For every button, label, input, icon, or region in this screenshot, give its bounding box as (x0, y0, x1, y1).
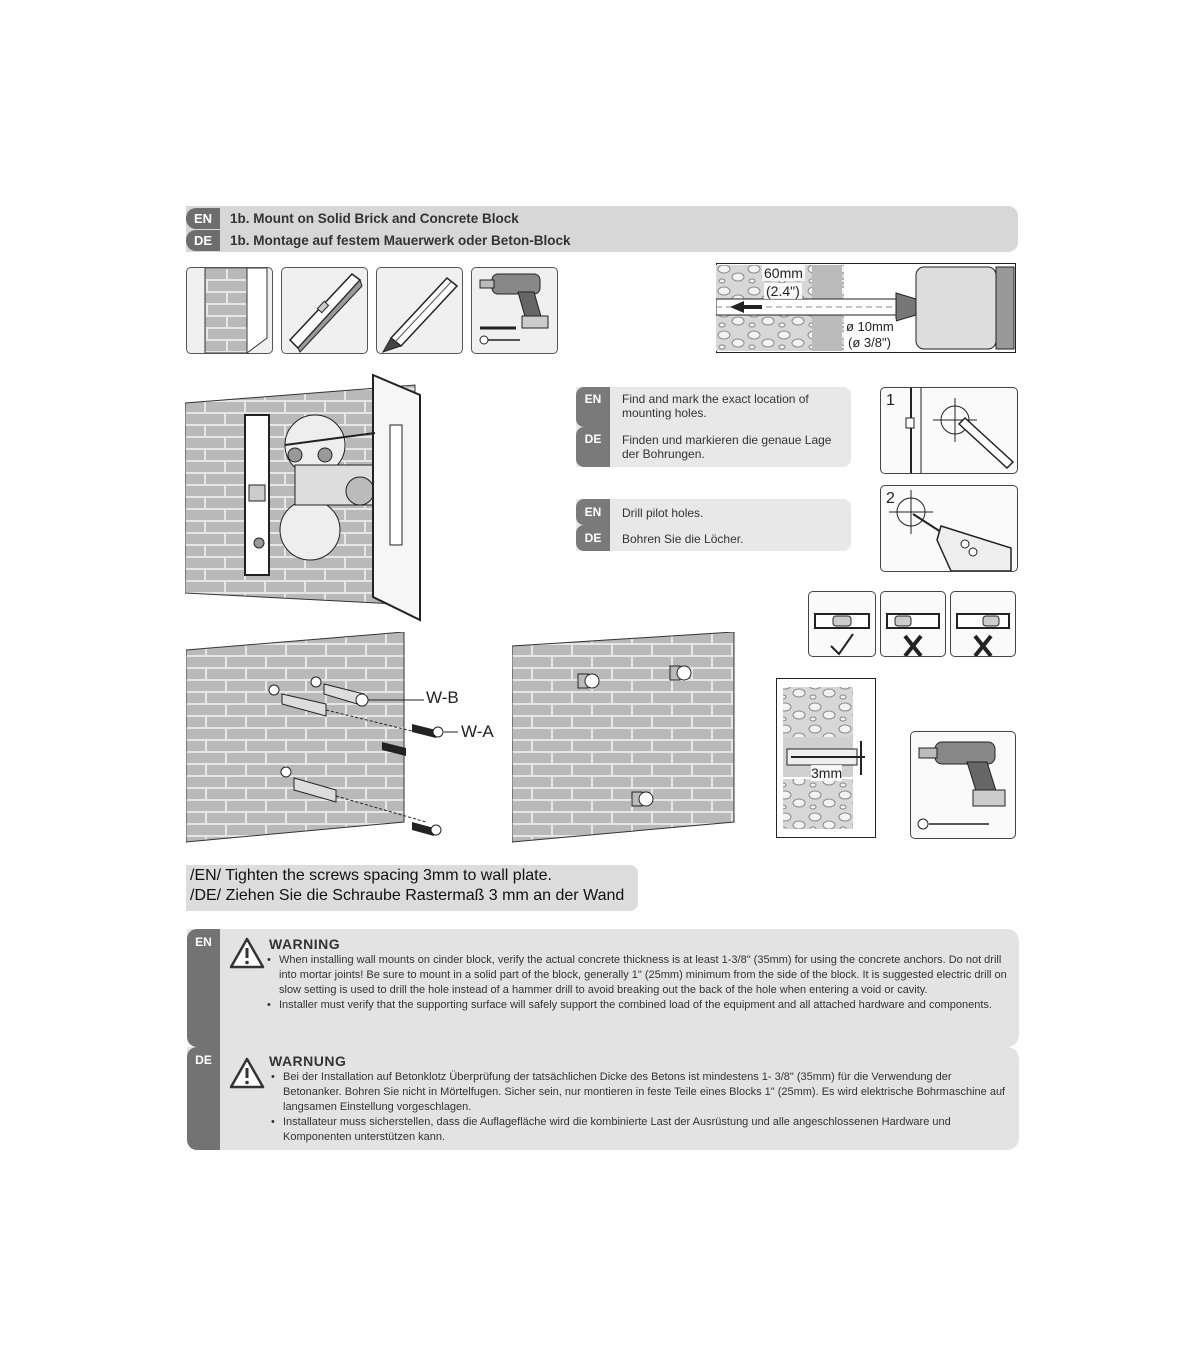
warning-title-en: WARNING (269, 936, 341, 952)
pencil-icon (377, 268, 462, 353)
section-title-en: 1b. Mount on Solid Brick and Concrete Block (230, 211, 519, 226)
warning-triangle-icon (229, 937, 265, 969)
tool-power-drill (471, 267, 558, 354)
screws-in-wall-illustration (512, 632, 736, 844)
lang-tag-de: DE (195, 1053, 212, 1067)
drill-depth-in: (2.4") (766, 283, 800, 299)
level-check-icon (809, 592, 875, 656)
drill-hole-icon (881, 486, 1017, 571)
anchor-spacing-diagram (776, 678, 876, 838)
tighten-note-en: /EN/ Tighten the screws spacing 3mm to wall plate. (190, 867, 552, 884)
step-drill-instructions (576, 499, 851, 551)
tighten-note-de: /DE/ Ziehen Sie die Schraube Rastermaß 3 mm an der Wand (190, 887, 625, 904)
level-wrong-2 (950, 591, 1016, 657)
tool-spirit-level (281, 267, 368, 354)
step-drill-text-en: Drill pilot holes. (622, 506, 704, 520)
drill-depth-mm: 60mm (764, 265, 803, 281)
brick-wall-icon (187, 268, 272, 353)
warning-panel-en (187, 929, 1019, 1047)
power-drill-icon (472, 268, 557, 353)
level-cross-icon (951, 592, 1015, 656)
warning-lang-side (187, 1047, 220, 1150)
warning-triangle-icon (229, 1057, 265, 1089)
wall-plate-on-brick-icon (185, 365, 445, 625)
warning-title-de: WARNUNG (269, 1053, 347, 1069)
lang-tag-en: EN (195, 935, 212, 949)
screwdriver-drill (910, 731, 1016, 839)
section-title-de: 1b. Montage auf festem Mauerwerk oder Beton-Block (230, 233, 571, 248)
step-mark-text-en: Find and mark the exact location of mounting holes. (622, 392, 809, 420)
tool-brick-wall (186, 267, 273, 354)
lang-tag-en: EN (576, 499, 610, 525)
step-2-number: 2 (886, 490, 895, 507)
tighten-screws-note (186, 865, 638, 911)
part-label-screw: W-A (461, 722, 494, 741)
mark-hole-icon (881, 388, 1017, 473)
step-1-number: 1 (886, 392, 895, 409)
section-header (186, 206, 1018, 252)
step-drill-text-de: Bohren Sie die Löcher. (622, 532, 744, 546)
anchor-insertion-illustration (186, 632, 506, 844)
warning-item: • When installing wall mounts on cinder block, verify the actual concrete thickness is at least 1-3/8" (35mm) for using the concrete anchors. Do not drill into mortar joints! Be sure to mount in a solid part of the block, generally 1" (25mm) minimum from the side of the block. It is suggested electric drill on slow setting is used to drill the hole instead of a hammer drill to avoid breaking out the back of the hole when entering a void or cavity. (267, 953, 1012, 998)
step-mark-instructions (576, 387, 851, 467)
warning-item: • Bei der Installation auf Betonklotz Überprüfung der tatsächlichen Dicke des Betons ist mindestens 1- 3/8" (35mm) für die Verwendung der Betonanker. Bohren Sie nicht in Mörtelfugen. Sicher sein, nur montieren in feste Teile eines Blocks 1" (25mm). Es wird elektrische Bohrmaschine auf langsamen Einstellung vorgeschlagen. (271, 1070, 1013, 1115)
wall-mount-illustration (185, 365, 445, 625)
warning-item: • Installateur muss sicherstellen, dass die Auflagefläche wird die kombinierte Last der Ausrüstung und alle angeschlossenen Hardware und Komponenten unterstützen kann. (271, 1115, 1013, 1145)
level-correct (808, 591, 876, 657)
screwed-wall-icon (512, 632, 736, 844)
lang-tag-de: DE (576, 427, 610, 467)
lang-tag-en: EN (186, 208, 220, 229)
lang-tag-de: DE (186, 230, 220, 251)
spirit-level-icon (282, 268, 367, 353)
lang-tag-de: DE (576, 525, 610, 551)
drill-diameter-in: (ø 3/8") (848, 335, 891, 350)
level-cross-icon (881, 592, 945, 656)
part-label-anchor: W-B (426, 688, 459, 707)
level-wrong-1 (880, 591, 946, 657)
header-de-row (186, 230, 1018, 251)
lang-tag-en: EN (576, 387, 610, 427)
drill-diameter-mm: ø 10mm (846, 319, 894, 334)
tool-pencil (376, 267, 463, 354)
warning-panel-de (187, 1047, 1019, 1150)
warning-item: • Installer must verify that the supporting surface will safely support the combined load of the equipment and all attached hardware and components. (267, 998, 1012, 1013)
step-2-illustration (880, 485, 1018, 572)
drill-depth-diagram (716, 263, 1016, 353)
warning-body-en (267, 953, 1012, 1013)
header-en-row (186, 208, 1018, 229)
warning-lang-side (187, 929, 220, 1047)
anchor-wall-icon (186, 632, 506, 844)
power-drill-icon (911, 732, 1015, 838)
warning-body-de (271, 1070, 1013, 1145)
anchor-cross-section-icon (777, 679, 875, 837)
step-1-illustration (880, 387, 1018, 474)
step-mark-text-de: Finden und markieren die genaue Lage der Bohrungen. (622, 433, 832, 461)
spacing-label: 3mm (811, 765, 843, 781)
